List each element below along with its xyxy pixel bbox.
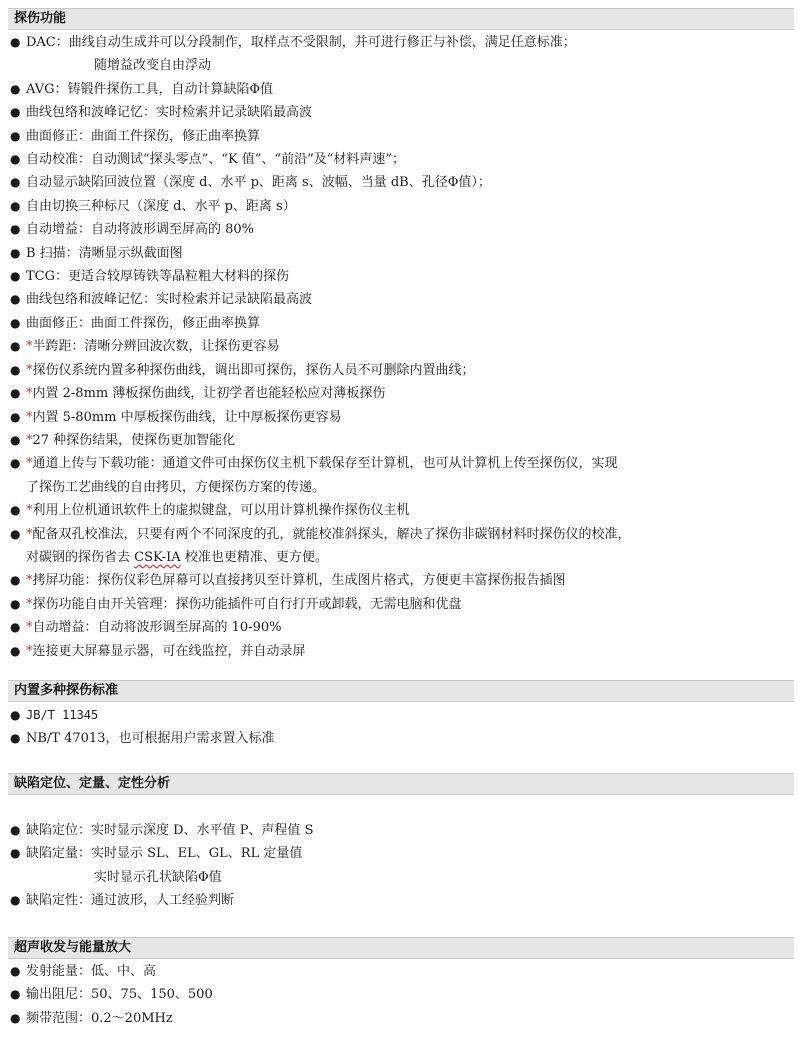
bullet-icon: ● bbox=[10, 245, 21, 260]
bullet-icon: ● bbox=[10, 432, 21, 447]
list-item: ● 曲线包络和波峰记忆：实时检索并记录缺陷最高波 bbox=[10, 288, 790, 311]
list-item: ● *内置 5-80mm 中厚板探伤曲线，让中厚板探伤更容易 bbox=[10, 406, 790, 429]
list-item: ● *通道上传与下载功能：通道文件可由探伤仪主机下载保存至计算机，也可从计算机上传至探伤仪，实现 了探伤工艺曲线的自由拷贝，方便探伤方案的传递。 bbox=[10, 452, 790, 499]
list-item: ● *连接更大屏幕显示器，可在线监控，并自动录屏 bbox=[10, 640, 790, 663]
star-mark: * bbox=[26, 456, 33, 472]
star-mark: * bbox=[26, 503, 33, 519]
star-mark: * bbox=[26, 432, 33, 448]
list-item: ● *半跨距：清晰分辨回波次数，让探伤更容易 bbox=[10, 335, 790, 358]
bullet-icon: ● bbox=[10, 964, 21, 978]
list-item: ● 输出阻尼：50、75、150、500 bbox=[10, 983, 790, 1006]
list-item: ● *配备双孔校准法，只要有两个不同深度的孔，就能校准斜探头，解决了探伤非碳钢材料时探伤仪的校准， 对碳钢的探伤省去 CSK-IA 校准也更精准、更方便。 bbox=[10, 523, 790, 570]
bullet-icon: ● bbox=[10, 596, 21, 611]
bullet-icon: ● bbox=[10, 1010, 21, 1025]
section-header-inspection-functions: 探伤功能 bbox=[8, 8, 794, 30]
bullet-icon: ● bbox=[10, 987, 21, 1002]
list-item: ● 缺陷定位：实时显示深度 D、水平值 P、声程值 S bbox=[10, 819, 790, 842]
list-item: ● 缺陷定性：通过波形，人工经验判断 bbox=[10, 889, 790, 912]
bullet-icon: ● bbox=[10, 708, 21, 722]
section-header-ultrasonic-transmit: 超声收发与能量放大 bbox=[8, 937, 794, 959]
list-item: ● NB/T 47013，也可根据用户需求置入标准 bbox=[10, 727, 790, 750]
list-item: ● DAC：曲线自动生成并可以分段制作，取样点不受限制，并可进行修正与补偿，满足任意标准； 随增益改变自由浮动 bbox=[10, 31, 790, 78]
section-header-defect-analysis: 缺陷定位、定量、定性分析 bbox=[8, 773, 794, 795]
list-item: ● *利用上位机通讯软件上的虚拟键盘，可以用计算机操作探伤仪主机 bbox=[10, 499, 790, 522]
bullet-icon: ● bbox=[10, 409, 21, 424]
bullet-icon: ● bbox=[10, 339, 21, 354]
list-item: ● *拷屏功能：探伤仪彩色屏幕可以直接拷贝至计算机，生成图片格式，方便更丰富探伤报告插图 bbox=[10, 569, 790, 592]
inspection-functions-list bbox=[10, 31, 790, 663]
bullet-icon: ● bbox=[10, 362, 21, 377]
bullet-icon: ● bbox=[10, 292, 21, 307]
ultrasonic-list bbox=[10, 960, 790, 1030]
list-item: ● 曲线包络和波峰记忆：实时检索并记录缺陷最高波 bbox=[10, 101, 790, 124]
star-mark: * bbox=[26, 362, 33, 378]
bullet-icon: ● bbox=[10, 269, 21, 284]
bullet-icon: ● bbox=[10, 152, 21, 167]
standards-list bbox=[10, 704, 790, 751]
bullet-icon: ● bbox=[10, 35, 21, 49]
list-item: ● AVG：铸锻件探伤工具，自动计算缺陷Φ值 bbox=[10, 78, 790, 101]
list-item: ● 发射能量：低、中、高 bbox=[10, 960, 790, 983]
list-item: ● JB/T 11345 bbox=[10, 704, 790, 727]
star-mark: * bbox=[26, 620, 33, 636]
bullet-icon: ● bbox=[10, 731, 21, 746]
list-item: ● 自由切换三种标尺（深度 d、水平 p、距离 s） bbox=[10, 195, 790, 218]
bullet-icon: ● bbox=[10, 526, 21, 541]
bullet-icon: ● bbox=[10, 846, 21, 861]
defect-analysis-list bbox=[10, 819, 790, 913]
list-item: ● *探伤仪系统内置多种探伤曲线，调出即可探伤，探伤人员不可删除内置曲线； bbox=[10, 359, 790, 382]
star-mark: * bbox=[26, 596, 33, 612]
list-item: ● 缺陷定量：实时显示 SL、EL、GL、RL 定量值 实时显示孔状缺陷Φ值 bbox=[10, 842, 790, 889]
list-item: ● 曲面修正：曲面工件探伤，修正曲率换算 bbox=[10, 125, 790, 148]
bullet-icon: ● bbox=[10, 175, 21, 190]
star-mark: * bbox=[26, 386, 33, 402]
list-item: ● 频带范围：0.2～20MHz bbox=[10, 1007, 790, 1030]
list-item: ● *内置 2-8mm 薄板探伤曲线，让初学者也能轻松应对薄板探伤 bbox=[10, 382, 790, 405]
bullet-icon: ● bbox=[10, 503, 21, 518]
bullet-icon: ● bbox=[10, 823, 21, 837]
star-mark: * bbox=[26, 409, 33, 425]
list-item: ● *27 种探伤结果，使探伤更加智能化 bbox=[10, 429, 790, 452]
list-item: ● 自动显示缺陷回波位置（深度 d、水平 p、距离 s、波幅、当量 dB、孔径Φ值）； bbox=[10, 171, 790, 194]
csk-ia-term: CSK-IA bbox=[134, 549, 181, 565]
list-item: ● 自动增益：自动将波形调至屏高的 80% bbox=[10, 218, 790, 241]
bullet-icon: ● bbox=[10, 386, 21, 401]
bullet-icon: ● bbox=[10, 893, 21, 908]
bullet-icon: ● bbox=[10, 643, 21, 658]
bullet-icon: ● bbox=[10, 222, 21, 237]
list-item: ● *探伤功能自由开关管理：探伤功能插件可自行打开或卸载，无需电脑和优盘 bbox=[10, 593, 790, 616]
list-item: ● B 扫描：清晰显示纵截面图 bbox=[10, 242, 790, 265]
star-mark: * bbox=[26, 526, 33, 542]
list-item: ● 曲面修正：曲面工件探伤，修正曲率换算 bbox=[10, 312, 790, 335]
star-mark: * bbox=[26, 339, 33, 355]
bullet-icon: ● bbox=[10, 128, 21, 143]
bullet-icon: ● bbox=[10, 198, 21, 213]
star-mark: * bbox=[26, 643, 33, 659]
bullet-icon: ● bbox=[10, 573, 21, 588]
bullet-icon: ● bbox=[10, 105, 21, 120]
list-item: ● 自动校准：自动测试“探头零点”、“K 值”、“前沿”及“材料声速”； bbox=[10, 148, 790, 171]
section-header-built-in-standards: 内置多种探伤标准 bbox=[8, 680, 794, 702]
bullet-icon: ● bbox=[10, 620, 21, 635]
list-item: ● TCG：更适合较厚铸铁等晶粒粗大材料的探伤 bbox=[10, 265, 790, 288]
bullet-icon: ● bbox=[10, 456, 21, 471]
star-mark: * bbox=[26, 573, 33, 589]
list-item: ● *自动增益：自动将波形调至屏高的 10-90% bbox=[10, 616, 790, 639]
bullet-icon: ● bbox=[10, 315, 21, 330]
bullet-icon: ● bbox=[10, 81, 21, 96]
